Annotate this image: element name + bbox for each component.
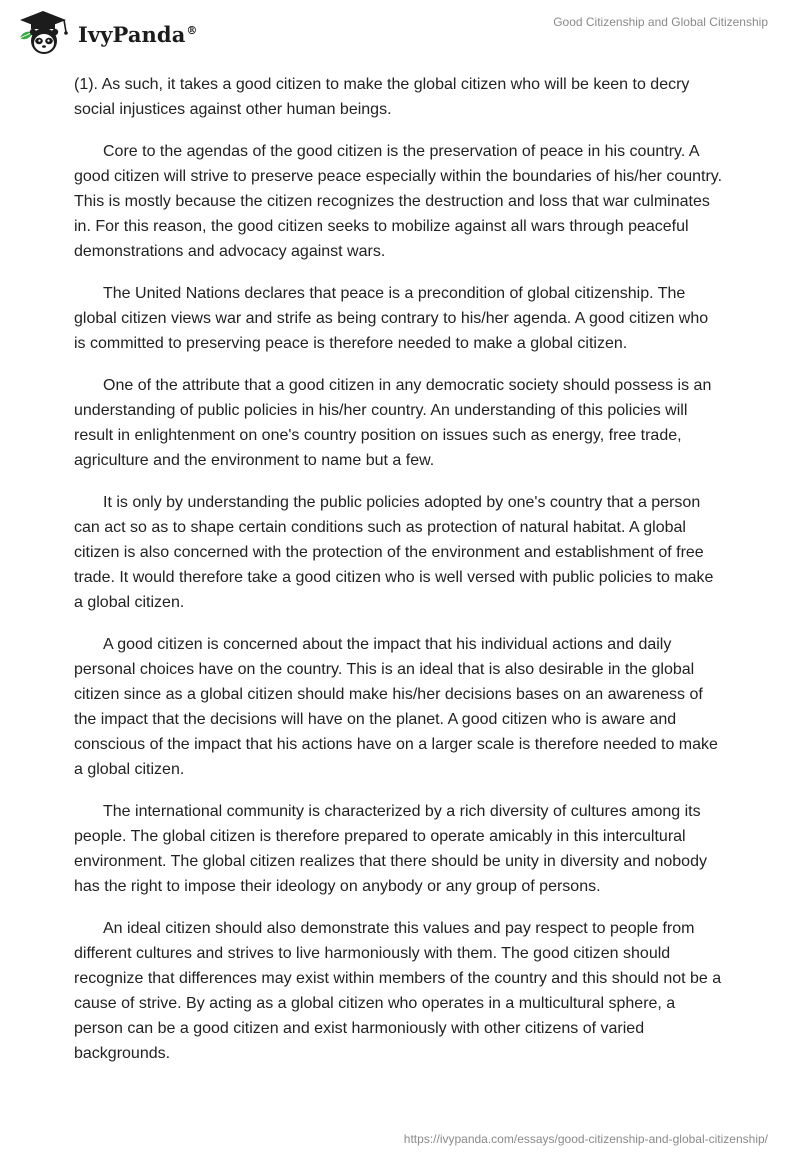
page-header [0,0,800,70]
paragraph-6: A good citizen is concerned about the impact that his individual actions and daily personal choices have on the country. This is an ideal that is also desirable in the global citizen since as a global citizen should make his/her decisions bases on an awareness of the impact that the decisions will have on the planet. A good citizen who is aware and conscious of the impact that his actions have on a larger scale is therefore needed to make a global citizen. [74,636,718,778]
paragraph-8: An ideal citizen should also demonstrate this values and pay respect to people from different cultures and strives to live harmoniously with them. The good citizen should recognize that differences may exist within members of the country and this should not be a cause of strive. By acting as a global citizen who operates in a multicultural sphere, a person can be a good citizen and exist harmoniously with other citizens of varied backgrounds. [74,920,722,1062]
paragraph-7: The international community is characterized by a rich diversity of cultures among its people. The global citizen is therefore prepared to operate amicably in this intercultural environment. The global citizen realizes that there should be unity in diversity and nobody has the right to impose their ideology on anybody or any group of persons. [74,803,707,895]
paragraph-3: The United Nations declares that peace is a precondition of global citizenship. The global citizen views war and strife as being contrary to his/her agenda. A good citizen who is committed to preserving peace is therefore needed to make a global citizen. [74,285,709,352]
essay-body [74,72,724,1083]
registered-mark: ® [186,23,198,37]
source-url[interactable]: https://ivypanda.com/essays/good-citizenship-and-global-citizenship/ [403,1132,768,1146]
logo-wordmark: IvyPanda® [78,21,198,47]
panda-graduate-icon [16,8,74,58]
paragraph-4: One of the attribute that a good citizen in any democratic society should possess is an understanding of public policies in his/her country. An understanding of this policies will result in enlightenment on one's country position on issues such as energy, free trade, agriculture and the environment to name but a few. [74,377,712,469]
paragraph-5: It is only by understanding the public policies adopted by one's country that a person can act so as to shape certain conditions such as protection of natural habitat. A global citizen is also concerned with the protection of the environment and establishment of free trade. It would therefore take a good citizen who is well versed with public policies to make a global citizen. [74,494,714,611]
document-title: Good Citizenship and Global Citizenship [553,15,768,29]
paragraph-1: (1). As such, it takes a good citizen to make the global citizen who will be keen to decry social injustices against other human beings. [74,76,690,118]
ivypanda-logo[interactable] [16,8,198,58]
paragraph-2: Core to the agendas of the good citizen is the preservation of peace in his country. A good citizen will strive to preserve peace especially within the boundaries of his/her country. This is mostly because the citizen recognizes the destruction and loss that war culminates in. For this reason, the good citizen seeks to mobilize against all wars through peaceful demonstrations and advocacy against wars. [74,143,723,260]
